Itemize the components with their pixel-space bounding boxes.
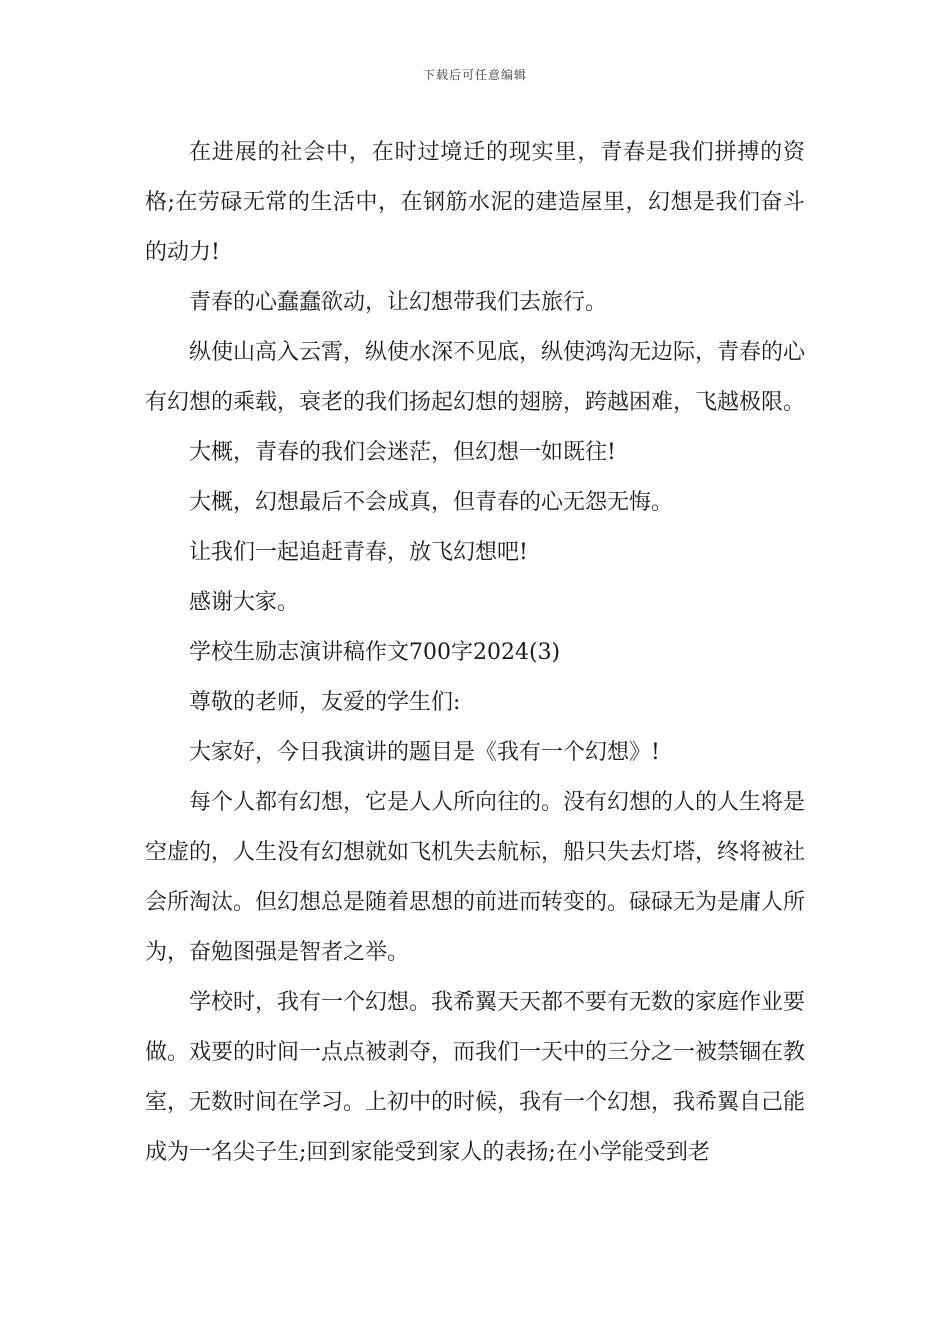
document-body (145, 128, 805, 1178)
paragraph: 青春的心蠢蠢欲动，让幻想带我们去旅行。 (189, 290, 608, 315)
salutation: 尊敬的老师，友爱的学生们: (189, 690, 461, 715)
paragraph: 大概，幻想最后不会成真，但青春的心无怨无悔。 (189, 490, 674, 515)
paragraph: 大家好，今日我演讲的题目是《我有一个幻想》! (189, 740, 660, 765)
paragraph: 纵使山高入云霄，纵使水深不见底，纵使鸿沟无边际，青春的心有幻想的乘载，衰老的我们扬起幻想的翅膀，跨越困难，飞越极限。 (145, 340, 806, 415)
paragraph: 在进展的社会中，在时过境迁的现实里，青春是我们拼搏的资格;在劳碌无常的生活中，在钢筋水泥的建造屋里，幻想是我们奋斗的动力! (145, 140, 805, 265)
paragraph: 让我们一起追赶青春，放飞幻想吧! (189, 540, 528, 565)
paragraph: 大概，青春的我们会迷茫，但幻想一如既往! (189, 440, 616, 465)
paragraph: 感谢大家。 (189, 590, 300, 615)
section-title: 学校生励志演讲稿作文700字2024(3) (189, 640, 561, 665)
paragraph: 每个人都有幻想，它是人人所向往的。没有幻想的人的人生将是空虚的，人生没有幻想就如飞机失去航标，船只失去灯塔，终将被社会所淘汰。但幻想总是随着思想的前进而转变的。碌碌无为是庸人所为，奋勉图强是智者之举。 (145, 790, 806, 965)
paragraph: 学校时，我有一个幻想。我希翼天天都不要有无数的家庭作业要做。戏要的时间一点点被剥夺，而我们一天中的三分之一被禁锢在教室，无数时间在学习。上初中的时候，我有一个幻想，我希翼自己能成为一名尖子生;回到家能受到家人的表扬;在小学能受到老 (145, 990, 806, 1165)
page-header: 下载后可任意编辑 (422, 68, 527, 82)
